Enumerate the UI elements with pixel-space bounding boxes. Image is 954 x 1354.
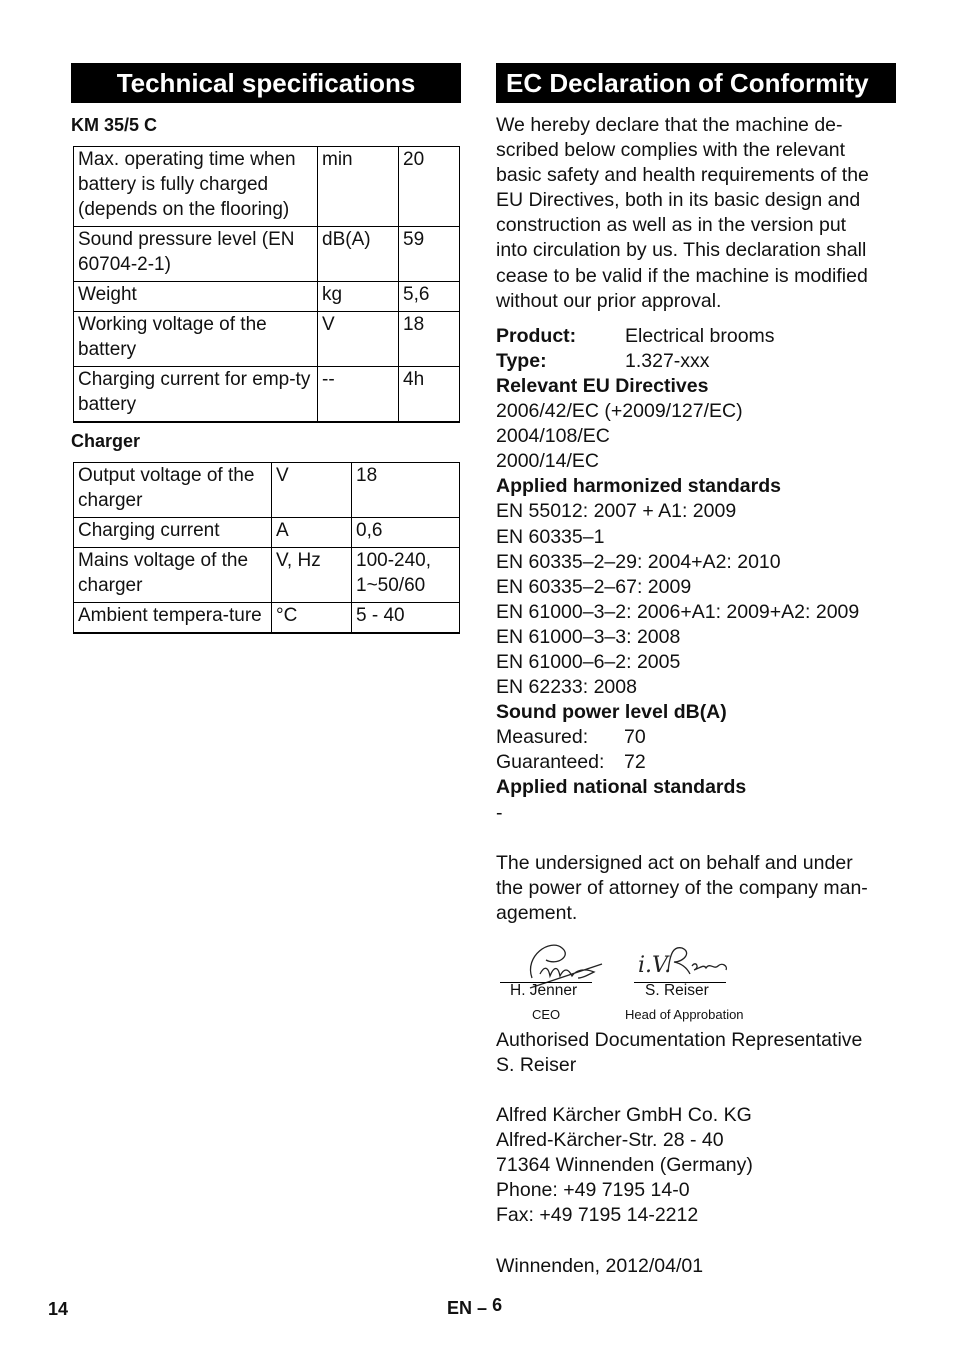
footer-language-page	[447, 1295, 503, 1319]
standard-item: EN 55012: 2007 + A1: 2009	[496, 500, 737, 523]
type-value: 1.327-xxx	[625, 349, 710, 372]
spec-value: 5 - 40	[352, 603, 460, 634]
technical-specifications-heading: Technical specifications	[71, 63, 461, 103]
technical-specifications-section	[71, 63, 461, 634]
spec-unit: °C	[272, 603, 352, 634]
intro-line: We hereby declare that the machine de-	[496, 114, 843, 136]
signature-name-reiser: S. Reiser	[645, 981, 709, 999]
measured-value: 70	[624, 726, 646, 749]
intro-line: EU Directives, both in its basic design and	[496, 189, 861, 212]
spec-unit: A	[272, 518, 352, 548]
national-standards-value: -	[496, 801, 503, 824]
undersigned-line: the power of attorney of the company man-	[496, 876, 868, 899]
standard-item: EN 60335–1	[496, 525, 605, 548]
spec-value: 59	[399, 227, 460, 282]
company-address	[496, 1103, 896, 1228]
intro-line: basic safety and health requirements of the	[496, 164, 869, 187]
table-row	[74, 518, 460, 548]
address-line: 71364 Winnenden (Germany)	[496, 1154, 753, 1177]
spec-label: Sound pressure level (EN 60704-2-1)	[74, 227, 318, 282]
product-value: Electrical brooms	[625, 324, 775, 347]
spec-unit: V, Hz	[272, 548, 352, 603]
directives-label: Relevant EU Directives	[496, 374, 709, 397]
guaranteed-value: 72	[624, 751, 646, 774]
intro-line: cease to be valid if the machine is modified	[496, 264, 868, 287]
standard-item: EN 62233: 2008	[496, 676, 637, 699]
spec-label: Output voltage of the charger	[74, 463, 272, 518]
guaranteed-row	[496, 750, 896, 775]
sound-power-label: Sound power level dB(A)	[496, 701, 727, 724]
spec-label: Max. operating time when battery is fully charged (depends on the flooring)	[74, 147, 318, 227]
product-details	[496, 324, 896, 826]
spec-unit: --	[318, 367, 399, 423]
spec-unit: min	[318, 147, 399, 227]
footer-section-page: 6	[492, 1295, 503, 1315]
product-row	[496, 324, 896, 349]
page-number: 14	[48, 1299, 69, 1319]
spec-value: 5,6	[399, 282, 460, 312]
product-label: Product:	[496, 324, 577, 347]
spec-unit: V	[318, 312, 399, 367]
footer-lang-code: EN	[447, 1298, 473, 1318]
place-date: Winnenden, 2012/04/01	[496, 1254, 704, 1277]
type-label: Type:	[496, 349, 547, 372]
address-line: Alfred-Kärcher-Str. 28 - 40	[496, 1129, 724, 1152]
spec-label: Mains voltage of the charger	[74, 548, 272, 603]
intro-paragraph	[496, 113, 896, 314]
table-row	[74, 603, 460, 634]
intro-line: construction as well as in the version put	[496, 214, 847, 237]
table-row	[74, 147, 460, 227]
intro-line: into circulation by us. This declaration shall	[496, 239, 867, 262]
undersigned-line: agement.	[496, 901, 578, 924]
km-spec-table	[73, 146, 460, 423]
spec-unit: V	[272, 463, 352, 518]
signature-reiser-prefix: i.V.	[638, 952, 672, 978]
standard-item: EN 61000–3–2: 2006+A1: 2009+A2: 2009	[496, 600, 860, 623]
undersigned-line: The undersigned act on behalf and under	[496, 851, 853, 874]
address-line: Fax: +49 7195 14-2212	[496, 1204, 699, 1227]
address-line: Phone: +49 7195 14-0	[496, 1179, 690, 1202]
directive-item: 2000/14/EC	[496, 450, 599, 473]
standard-item: EN 61000–6–2: 2005	[496, 650, 681, 673]
table-row	[74, 227, 460, 282]
measured-row	[496, 725, 896, 750]
authorised-representative	[496, 1028, 896, 1078]
intro-line: without our prior approval.	[496, 289, 722, 312]
standard-item: EN 61000–3–3: 2008	[496, 625, 681, 648]
charger-label: Charger	[71, 431, 141, 451]
table-row	[74, 463, 460, 518]
spec-value: 18	[399, 312, 460, 367]
signature-title-ceo: CEO	[532, 1006, 561, 1022]
table-row	[74, 282, 460, 312]
spec-value: 0,6	[352, 518, 460, 548]
spec-unit: kg	[318, 282, 399, 312]
spec-label: Charging current for emp-ty battery	[74, 367, 318, 423]
table-row	[74, 312, 460, 367]
intro-line: scribed below complies with the relevant	[496, 139, 846, 162]
directive-item: 2004/108/EC	[496, 425, 610, 448]
type-row	[496, 349, 896, 374]
spec-unit: dB(A)	[318, 227, 399, 282]
measured-label: Measured:	[496, 726, 589, 749]
charger-spec-table	[73, 462, 460, 634]
auth-line: S. Reiser	[496, 1054, 577, 1076]
address-line: Alfred Kärcher GmbH Co. KG	[496, 1104, 752, 1127]
footer-dash: –	[477, 1298, 488, 1318]
ec-declaration-section	[496, 63, 896, 1279]
spec-value: 18	[352, 463, 460, 518]
ec-declaration-heading: EC Declaration of Conformity	[496, 63, 896, 103]
national-standards-label: Applied national standards	[496, 776, 747, 799]
spec-label: Weight	[74, 282, 318, 312]
undersigned-paragraph	[496, 851, 896, 926]
table-row	[74, 548, 460, 603]
spec-label: Working voltage of the battery	[74, 312, 318, 367]
standard-item: EN 60335–2–67: 2009	[496, 575, 692, 598]
spec-value: 4h	[399, 367, 460, 423]
spec-value: 20	[399, 147, 460, 227]
directive-item: 2006/42/EC (+2009/127/EC)	[496, 400, 743, 423]
spec-label: Ambient tempera-ture	[74, 603, 272, 634]
guaranteed-label: Guaranteed:	[496, 751, 605, 774]
standards-label: Applied harmonized standards	[496, 475, 781, 498]
signature-name-jenner: H. Jenner	[510, 981, 578, 999]
spec-value: 100-240, 1~50/60	[352, 548, 460, 603]
spec-label: Charging current	[74, 518, 272, 548]
signature-title-approbation: Head of Approbation	[625, 1006, 744, 1022]
table-row	[74, 367, 460, 423]
standard-item: EN 60335–2–29: 2004+A2: 2010	[496, 550, 781, 573]
auth-line: Authorised Documentation Representative	[496, 1028, 863, 1051]
signature-block	[496, 936, 896, 1026]
model-label: KM 35/5 C	[71, 115, 158, 135]
